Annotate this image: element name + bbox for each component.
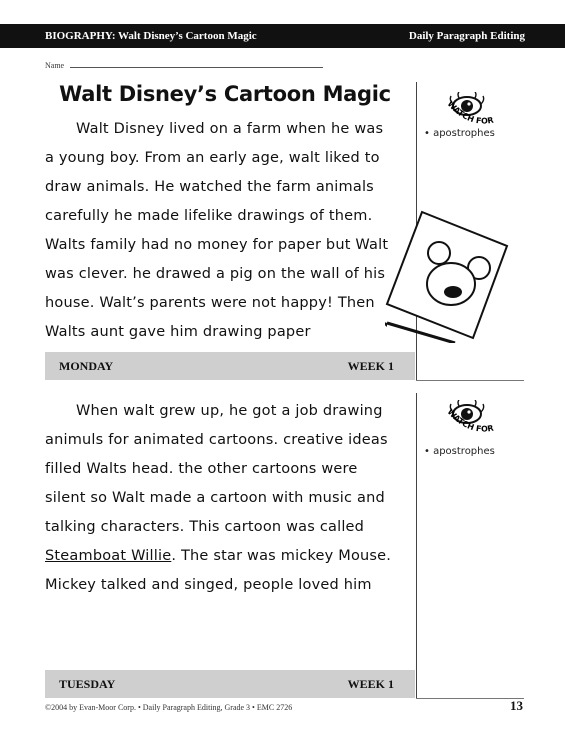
week-label: WEEK 1	[347, 677, 394, 691]
watch-for-label	[441, 406, 511, 446]
paragraph-line: carefully he made lifelike drawings of them.	[45, 208, 373, 224]
page-number: 13	[510, 698, 523, 713]
paragraph-line: draw animals. He watched the farm animals	[45, 179, 374, 195]
day-label: TUESDAY	[59, 677, 116, 691]
page-title: Walt Disney’s Cartoon Magic	[59, 82, 391, 106]
footer-divider	[416, 698, 524, 699]
watch-for-item: • apostrophes	[424, 446, 495, 457]
day-bar-monday	[45, 352, 415, 380]
svg-text:WATCH FOR	[446, 407, 495, 433]
watch-for-text: WATCH FOR	[445, 99, 495, 126]
paragraph-line: Walts family had no money for paper but Walt	[45, 237, 389, 253]
paragraph-monday	[45, 115, 395, 347]
paragraph-line: Walt Disney lived on a farm when he was	[76, 121, 384, 137]
paragraph-line: was clever. he drawed a pig on the wall of his	[45, 266, 386, 282]
svg-text:WATCH FOR	[446, 99, 495, 125]
paragraph-line	[45, 542, 395, 571]
paragraph-tuesday	[45, 397, 395, 600]
section-divider	[416, 380, 524, 381]
paragraph-line: Walts aunt gave him drawing paper	[45, 324, 311, 340]
paragraph-line: animuls for animated cartoons. creative ideas	[45, 432, 388, 448]
paragraph-line-rest: . The star was mickey Mouse.	[171, 548, 392, 564]
day-label: MONDAY	[59, 359, 114, 373]
mickey-drawing-illustration	[385, 208, 510, 343]
paragraph-line: Mickey talked and singed, people loved him	[45, 577, 372, 593]
header-left: BIOGRAPHY: Walt Disney’s Cartoon Magic	[45, 30, 257, 42]
paragraph-line: talking characters. This cartoon was called	[45, 519, 365, 535]
watch-for-item: • apostrophes	[424, 128, 495, 139]
steamboat-willie-title: Steamboat Willie	[45, 548, 172, 564]
paragraph-line: a young boy. From an early age, walt liked to	[45, 150, 380, 166]
name-label: Name	[45, 61, 65, 70]
paragraph-line: filled Walts head. the other cartoons were	[45, 461, 358, 477]
paragraph-line: house. Walt’s parents were not happy! Then	[45, 295, 375, 311]
header-bar	[0, 24, 565, 48]
week-label: WEEK 1	[347, 359, 394, 373]
header-right: Daily Paragraph Editing	[408, 30, 525, 42]
name-line	[70, 67, 323, 68]
footer-copyright: ©2004 by Evan-Moor Corp. • Daily Paragraph Editing, Grade 3 • EMC 2726	[45, 703, 293, 712]
right-column-divider-2	[416, 393, 417, 699]
watch-for-text: WATCH FOR	[445, 407, 495, 434]
day-bar-tuesday	[45, 670, 415, 698]
paragraph-line: silent so Walt made a cartoon with music and	[45, 490, 385, 506]
paragraph-line: When walt grew up, he got a job drawing	[76, 403, 383, 419]
